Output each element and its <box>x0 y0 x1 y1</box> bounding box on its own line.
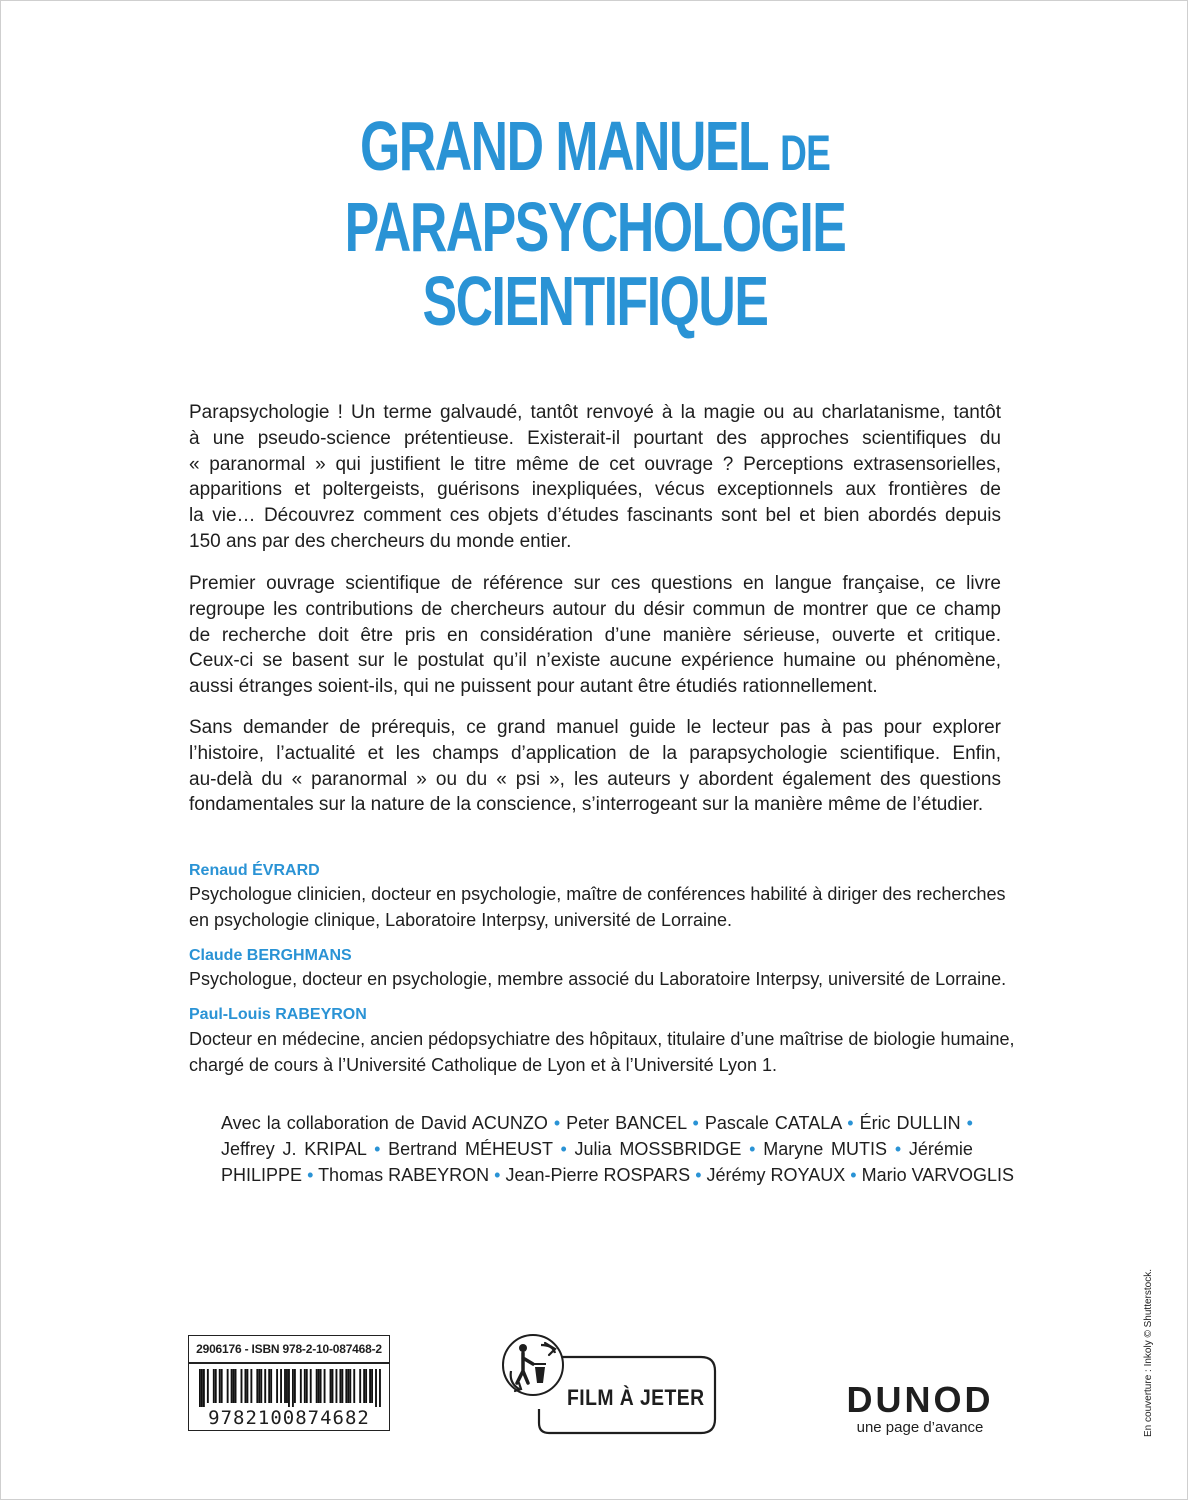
barcode-digits: 9782100874682 <box>208 1407 370 1429</box>
barcode-bar <box>306 1369 308 1403</box>
barcode-bar <box>264 1369 266 1403</box>
collaborator: Maryne MUTIS <box>763 1139 888 1159</box>
barcode-bar <box>341 1369 343 1403</box>
barcode-bar <box>215 1369 217 1403</box>
text-line: Parapsychologie ! Un terme galvaudé, tantôt renvoyé à la magie ou au charlatanisme, tantôt <box>189 402 1001 423</box>
barcode-bar <box>345 1369 347 1403</box>
bullet: • <box>553 1113 561 1133</box>
title-line-1-text: GRAND MANUEL <box>359 107 768 185</box>
text-line: apparitions et poltergeists, guérisons inexpliquées, vécus exceptionnels aux frontières de <box>189 479 1001 501</box>
collaborator: Pascale CATALA <box>704 1113 842 1133</box>
barcode-bar <box>284 1369 286 1403</box>
barcode-bar <box>201 1369 203 1407</box>
barcode-bar <box>371 1369 373 1403</box>
recycle-trash-icon <box>501 1331 717 1435</box>
divider <box>189 1362 389 1364</box>
barcode-bar <box>363 1369 365 1403</box>
bullet: • <box>695 1165 702 1185</box>
barcode-bar <box>213 1369 215 1403</box>
text-line: aussi étranges soient-ils, qui ne puissent pour autant être étudiés rationnellement. <box>189 676 878 698</box>
isbn-barcode <box>188 1335 390 1431</box>
barcode-bar <box>260 1369 262 1403</box>
bullet: • <box>850 1165 857 1185</box>
bullet: • <box>560 1139 567 1159</box>
barcode-bar <box>256 1369 258 1403</box>
barcode-bar <box>339 1369 341 1403</box>
collaborator: Jérémy ROYAUX <box>706 1165 846 1185</box>
barcode-bar <box>246 1369 248 1403</box>
barcode-bar <box>365 1369 367 1403</box>
barcode-bars <box>199 1369 381 1407</box>
isbn-label: 2906176 - ISBN 978-2-10-087468-2 <box>196 1342 382 1356</box>
barcode-bar <box>353 1369 355 1403</box>
title-line-3: SCIENTIFIQUE <box>422 262 768 340</box>
title-line-2: PARAPSYCHOLOGIE <box>344 188 846 266</box>
recycling-notice <box>501 1331 717 1435</box>
author-name: Paul-Louis RABEYRON <box>189 1006 367 1023</box>
barcode-bar <box>349 1369 351 1403</box>
publisher-name: DUNOD <box>846 1379 994 1420</box>
barcode-bar <box>294 1369 296 1403</box>
barcode-bar <box>300 1369 302 1403</box>
text-line: à une pseudo-science prétentieuse. Existerait-il pourtant des approches scientifiques du <box>189 427 1001 449</box>
cover-credit: En couverture : Inkoly © Shutterstock. <box>1143 1269 1154 1437</box>
barcode-bar <box>235 1369 237 1403</box>
collaborator: Julia MOSSBRIDGE <box>574 1139 742 1159</box>
text-line: Psychologue, docteur en psychologie, membre associé du Laboratoire Interpsy, université de Lorraine. <box>189 969 1007 989</box>
text-line: Ceux-ci se basent sur le postulat qu’il n’existe aucune expérience humaine ou phénomène, <box>189 650 1001 672</box>
barcode-bar <box>207 1369 209 1403</box>
barcode-bar <box>233 1369 235 1403</box>
bullet: • <box>894 1139 902 1159</box>
barcode-bar <box>227 1369 229 1403</box>
collaborator-line <box>221 1162 1014 1188</box>
collaborator-line <box>221 1110 973 1136</box>
barcode-bar <box>250 1369 252 1403</box>
author-name: Renaud ÉVRARD <box>189 862 320 879</box>
collaborator: Jeffrey J. KRIPAL <box>221 1139 367 1159</box>
bullet: • <box>749 1139 756 1159</box>
text-line: Premier ouvrage scientifique de référence sur ces questions en langue française, ce livre <box>189 573 1001 594</box>
text-line: « paranormal » qui justifient le titre même de cet ouvrage ? Perceptions extrasensorielles, <box>189 453 1001 475</box>
barcode-bar <box>330 1369 332 1403</box>
collaborator: Jérémie <box>908 1139 973 1159</box>
title-line-1 <box>244 109 946 190</box>
bullet: • <box>494 1165 501 1185</box>
text-line: Psychologue clinicien, docteur en psychologie, maître de conférences habilité à diriger des recherches <box>189 884 1006 904</box>
barcode-bar <box>203 1369 205 1407</box>
author-bio <box>189 966 1007 992</box>
text-line: l’histoire, l’actualité et les champs d’application de la parapsychologie scientifique. Enfin, <box>189 742 1001 764</box>
bullet: • <box>692 1113 699 1133</box>
collaborator: Mario VARVOGLIS <box>861 1165 1014 1185</box>
collaborator: Avec la collaboration de David ACUNZO <box>221 1113 548 1133</box>
description-paragraph-1 <box>189 400 1001 555</box>
bullet: • <box>847 1113 854 1133</box>
text-line: de recherche doit être pris en considération d’une manière sérieuse, ouverte et critique. <box>189 624 1001 646</box>
barcode-bar <box>270 1369 272 1403</box>
barcode-bar <box>268 1369 270 1403</box>
barcode-bar <box>379 1369 381 1407</box>
barcode-bar <box>286 1369 288 1403</box>
bullet: • <box>307 1165 314 1185</box>
barcode-bar <box>347 1369 349 1403</box>
barcode-bar <box>231 1369 233 1403</box>
collaborators <box>221 1110 1014 1188</box>
barcode-bar <box>199 1369 201 1407</box>
barcode-bar <box>336 1369 338 1403</box>
barcode-bar <box>375 1369 377 1407</box>
author-name: Claude BERGHMANS <box>189 947 352 964</box>
barcode-bar <box>288 1369 290 1407</box>
text-line: au-delà du « paranormal » ou du « psi », les auteurs y abordent également des questions <box>189 768 1001 790</box>
collaborator: Éric DULLIN <box>859 1113 961 1133</box>
film-label: FILM À JETER <box>567 1385 705 1410</box>
publisher-tagline: une page d’avance <box>856 1419 984 1436</box>
publisher-logo <box>839 1381 1001 1437</box>
barcode-bar <box>359 1369 361 1403</box>
author-bio <box>189 1026 1015 1078</box>
author-bio <box>189 881 1006 933</box>
book-title <box>121 109 1069 338</box>
barcode-bar <box>276 1369 278 1403</box>
collaborator: Thomas RABEYRON <box>318 1165 490 1185</box>
barcode-bar <box>292 1369 294 1407</box>
collaborator: PHILIPPE <box>221 1165 303 1185</box>
barcode-bar <box>369 1369 371 1403</box>
bullet: • <box>374 1139 381 1159</box>
collaborator-line <box>221 1136 973 1162</box>
text-line: Sans demander de prérequis, ce grand manuel guide le lecteur pas à pas pour explorer <box>189 717 1001 738</box>
collaborator: Bertrand MÉHEUST <box>388 1139 553 1159</box>
barcode-bar <box>219 1369 221 1403</box>
bullet: • <box>966 1113 973 1133</box>
barcode-bar <box>324 1369 326 1403</box>
title-line-1-de: DE <box>780 125 831 181</box>
collaborator: Jean-Pierre ROSPARS <box>505 1165 691 1185</box>
collaborator: Peter BANCEL <box>566 1113 687 1133</box>
barcode-bar <box>318 1369 320 1403</box>
text-line: fondamentales sur la nature de la conscience, s’interrogeant sur la manière même de l’étudier. <box>189 794 984 816</box>
text-line: Docteur en médecine, ancien pédopsychiatre des hôpitaux, titulaire d’une maîtrise de biologie humaine, <box>189 1029 1015 1049</box>
text-line: en psychologie clinique, Laboratoire Interpsy, université de Lorraine. <box>189 910 732 930</box>
barcode-bar <box>258 1369 260 1403</box>
text-line: 150 ans par des chercheurs du monde entier. <box>189 530 572 552</box>
text-line: chargé de cours à l’Université Catholique de Lyon et à l’Université Lyon 1. <box>189 1055 777 1075</box>
text-line: regroupe les contributions de chercheurs autour du désir commun de montrer que ce champ <box>189 598 1001 620</box>
barcode-bar <box>310 1369 312 1403</box>
barcode-bar <box>316 1369 318 1403</box>
barcode-bar <box>241 1369 243 1403</box>
description-paragraph-2 <box>189 571 1001 700</box>
text-line: la vie… Découvrez comment ces objets d’études fascinants sont bel et bien abordés depuis <box>189 505 1001 527</box>
barcode-bar <box>245 1369 247 1403</box>
barcode-bar <box>320 1369 322 1403</box>
description-paragraph-3 <box>189 715 1001 818</box>
barcode-bar <box>304 1369 306 1403</box>
barcode-bar <box>280 1369 282 1403</box>
barcode-bar <box>221 1369 223 1403</box>
barcode-bar <box>332 1369 334 1403</box>
